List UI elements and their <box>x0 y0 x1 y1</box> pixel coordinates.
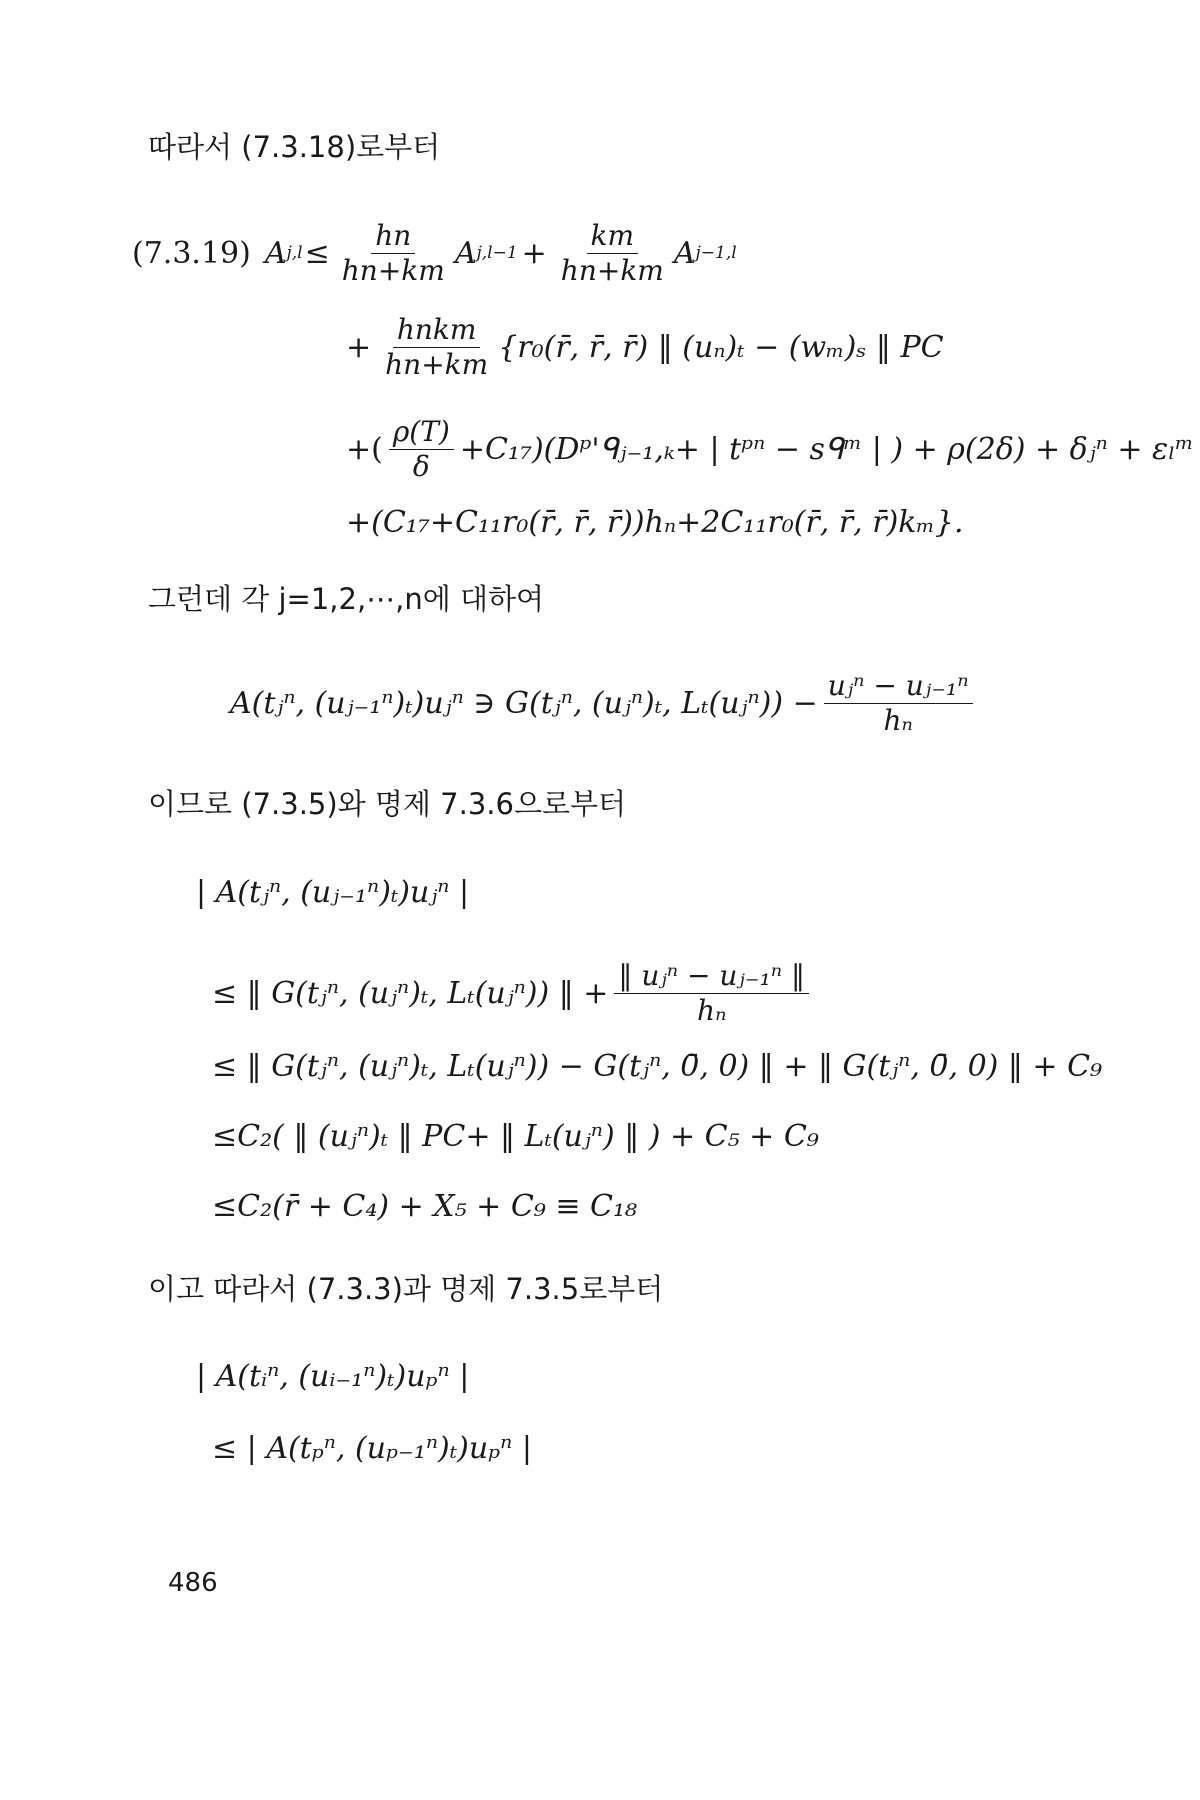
inequality-line-5: ≤C₂(r̄ + C₄) + X₅ + C₉ ≡ C₁₈ <box>212 1189 638 1224</box>
eq19-a2: A <box>673 235 696 271</box>
equation-7-3-19-line-1 <box>132 219 737 287</box>
equation-7-3-19-line-4: +(C₁₇+C₁₁r₀(r̄, r̄, r̄))hₙ+2C₁₁r₀(r̄, r̄, r̄)kₘ}. <box>346 505 964 540</box>
paragraph-intro-4: 이고 따라서 (7.3.3)과 명제 7.3.5로부터 <box>148 1272 664 1306</box>
eq19-line3-rest: +C₁₇)(Dᵖ'ᑫⱼ₋₁,ₖ+ | tᵖⁿ − sᑫᵐ | ) + ρ(2δ) + δⱼⁿ + εₗᵐ <box>459 431 1194 467</box>
page-number: 486 <box>168 1568 218 1598</box>
inequality-line-3: ≤ ‖ G(tⱼⁿ, (uⱼⁿ)ₜ, Lₜ(uⱼⁿ)) − G(tⱼⁿ, 0̄, 0) ‖ + ‖ G(tⱼⁿ, 0̄, 0) ‖ + C₉ <box>212 1049 1103 1084</box>
equation-7-3-19-line-3 <box>346 415 1194 483</box>
paragraph-intro-2: 그런데 각 j=1,2,⋯,n에 대하여 <box>148 582 545 616</box>
equation-a-inclusion <box>230 669 979 737</box>
eq19-line2-rest: {r₀(r̄, r̄, r̄) ‖ (uₙ)ₜ − (wₘ)ₛ ‖ PC <box>498 329 944 365</box>
fraction-ineq2 <box>614 959 809 1027</box>
eq19-plus: + <box>521 235 547 271</box>
fraction-2-den: hn+km <box>560 254 664 287</box>
fraction-eq-a <box>824 669 973 737</box>
inequality-line-2 <box>212 959 815 1027</box>
fraction-4-den: δ <box>412 450 430 483</box>
paragraph-intro-1: 따라서 (7.3.18)로부터 <box>148 130 441 164</box>
eq19-a2-sub: j−1,l <box>695 243 737 263</box>
equation-7-3-19-line-2 <box>346 313 944 381</box>
fraction-eq-a-den: hₙ <box>883 704 913 737</box>
fraction-4 <box>389 415 454 483</box>
equation-label: (7.3.19) <box>132 235 251 271</box>
eq19-line2-plus: + <box>346 329 372 365</box>
fraction-ineq2-den: hₙ <box>697 994 727 1027</box>
fraction-1-num: hn <box>371 222 415 254</box>
fraction-2-num: km <box>587 222 639 254</box>
eq19-a1: A <box>454 235 477 271</box>
fraction-1-den: hn+km <box>341 254 445 287</box>
eq19-le: ≤ <box>304 235 330 271</box>
inequality-line-7: ≤ | A(tₚⁿ, (uₚ₋₁ⁿ)ₜ)uₚⁿ | <box>212 1431 532 1466</box>
paragraph-intro-3: 이므로 (7.3.5)와 명제 7.3.6으로부터 <box>148 787 627 821</box>
inequality-line-1: | A(tⱼⁿ, (uⱼ₋₁ⁿ)ₜ)uⱼⁿ | <box>196 875 470 910</box>
inequality-line-6: | A(tᵢⁿ, (uᵢ₋₁ⁿ)ₜ)uₚⁿ | <box>196 1359 470 1394</box>
eq19-lhs-sub: j,l <box>286 243 303 263</box>
eq19-line3-pre: +( <box>346 431 383 467</box>
fraction-eq-a-num: uⱼⁿ − uⱼ₋₁ⁿ <box>824 672 973 704</box>
fraction-3 <box>381 313 492 381</box>
fraction-4-num: ρ(T) <box>389 418 454 450</box>
fraction-3-num: hnkm <box>393 316 481 348</box>
eq-a-lhs: A(tⱼⁿ, (uⱼ₋₁ⁿ)ₜ)uⱼⁿ ∋ G(tⱼⁿ, (uⱼⁿ)ₜ, Lₜ(uⱼⁿ)) − <box>230 685 818 721</box>
eq19-lhs: A <box>264 235 287 271</box>
inequality-line-4: ≤C₂( ‖ (uⱼⁿ)ₜ ‖ PC+ ‖ Lₜ(uⱼⁿ) ‖ ) + C₅ + C₉ <box>212 1119 819 1154</box>
fraction-ineq2-num: ‖ uⱼⁿ − uⱼ₋₁ⁿ ‖ <box>614 962 809 994</box>
eq19-a1-sub: j,l−1 <box>476 243 518 263</box>
fraction-2 <box>557 219 668 287</box>
fraction-3-den: hn+km <box>385 348 489 381</box>
fraction-1 <box>338 219 449 287</box>
ineq2-lhs: ≤ ‖ G(tⱼⁿ, (uⱼⁿ)ₜ, Lₜ(uⱼⁿ)) ‖ + <box>212 975 609 1011</box>
